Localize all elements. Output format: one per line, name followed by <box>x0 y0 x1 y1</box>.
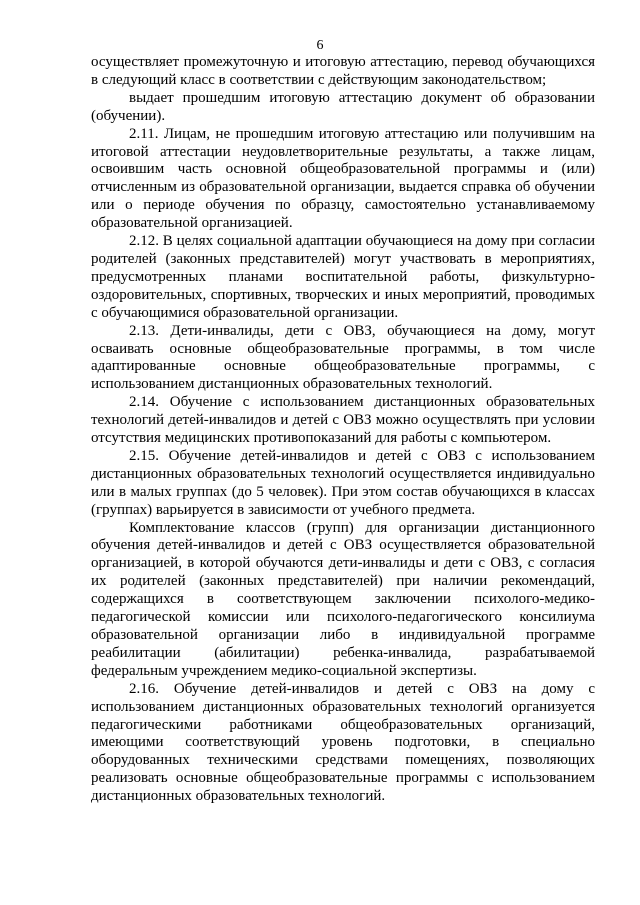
paragraph-2-15: 2.15. Обучение детей-инвалидов и детей с ОВЗ с использованием дистанционных образовательных технологий осуществляется индивидуально или в малых группах (до 5 человек). При этом состав обучающихся в классах (группах) варьируется в зависимости от учебного предмета. <box>91 447 595 518</box>
paragraph-2-13: 2.13. Дети-инвалиды, дети с ОВЗ, обучающиеся на дому, могут осваивать основные общеобразовательные программы, в том числе адаптированные основные общеобразовательные программы, с использованием дистанционных образовательных технологий. <box>91 322 595 393</box>
paragraph-2-11: 2.11. Лицам, не прошедшим итоговую аттестацию или получившим на итоговой аттестации неудовлетворительные результаты, а также лицам, освоившим часть основной общеобразовательной программы и (или) отчисленным из образовательной организации, выдается справка об обучении или о периоде обучения по образцу, самостоятельно устанавливаемому образовательной организацией. <box>91 125 595 232</box>
paragraph-2-12: 2.12. В целях социальной адаптации обучающиеся на дому при согласии родителей (законных представителей) могут участвовать в мероприятиях, предусмотренных планами воспитательной работы, физкультурно-оздоровительных, спортивных, творческих и иных мероприятий, проводимых с обучающимися образовательной организации. <box>91 233 595 321</box>
paragraph-2-16: 2.16. Обучение детей-инвалидов и детей с ОВЗ на дому с использованием дистанционных образовательных технологий организуется педагогическими работниками общеобразовательных организаций, имеющими соответствующий уровень подготовки, в специально оборудованных техническими средствами помещениях, позволяющих реализовать основные общеобразовательные программы с использованием дистанционных образовательных технологий. <box>91 680 595 805</box>
paragraph-class-formation: Комплектование классов (групп) для организации дистанционного обучения детей-инвалидов и детей с ОВЗ осуществляется образовательной организацией, в которой обучаются дети-инвалиды и дети с ОВЗ, с согласия их родителей (законных представителей) при наличии рекомендаций, содержащихся в соответствующем заключении психолого-медико-педагогической комиссии или психолого-педагогического консилиума образовательной организации либо в индивидуальной программе реабилитации (абилитации) ребенка-инвалида, разрабатываемой федеральным учреждением медико-социальной экспертизы. <box>91 519 595 679</box>
document-body <box>91 54 595 806</box>
paragraph-continuation: осуществляет промежуточную и итоговую аттестацию, перевод обучающихся в следующий класс в соответствии с действующим законодательством; <box>91 54 595 88</box>
page-number: 6 <box>316 38 324 53</box>
paragraph-2-14: 2.14. Обучение с использованием дистанционных образовательных технологий детей-инвалидов и детей с ОВЗ можно осуществлять при условии отсутствия медицинских противопоказаний для работы с компьютером. <box>91 394 595 447</box>
paragraph-issue-document: выдает прошедшим итоговую аттестацию документ об образовании (обучении). <box>91 89 595 124</box>
